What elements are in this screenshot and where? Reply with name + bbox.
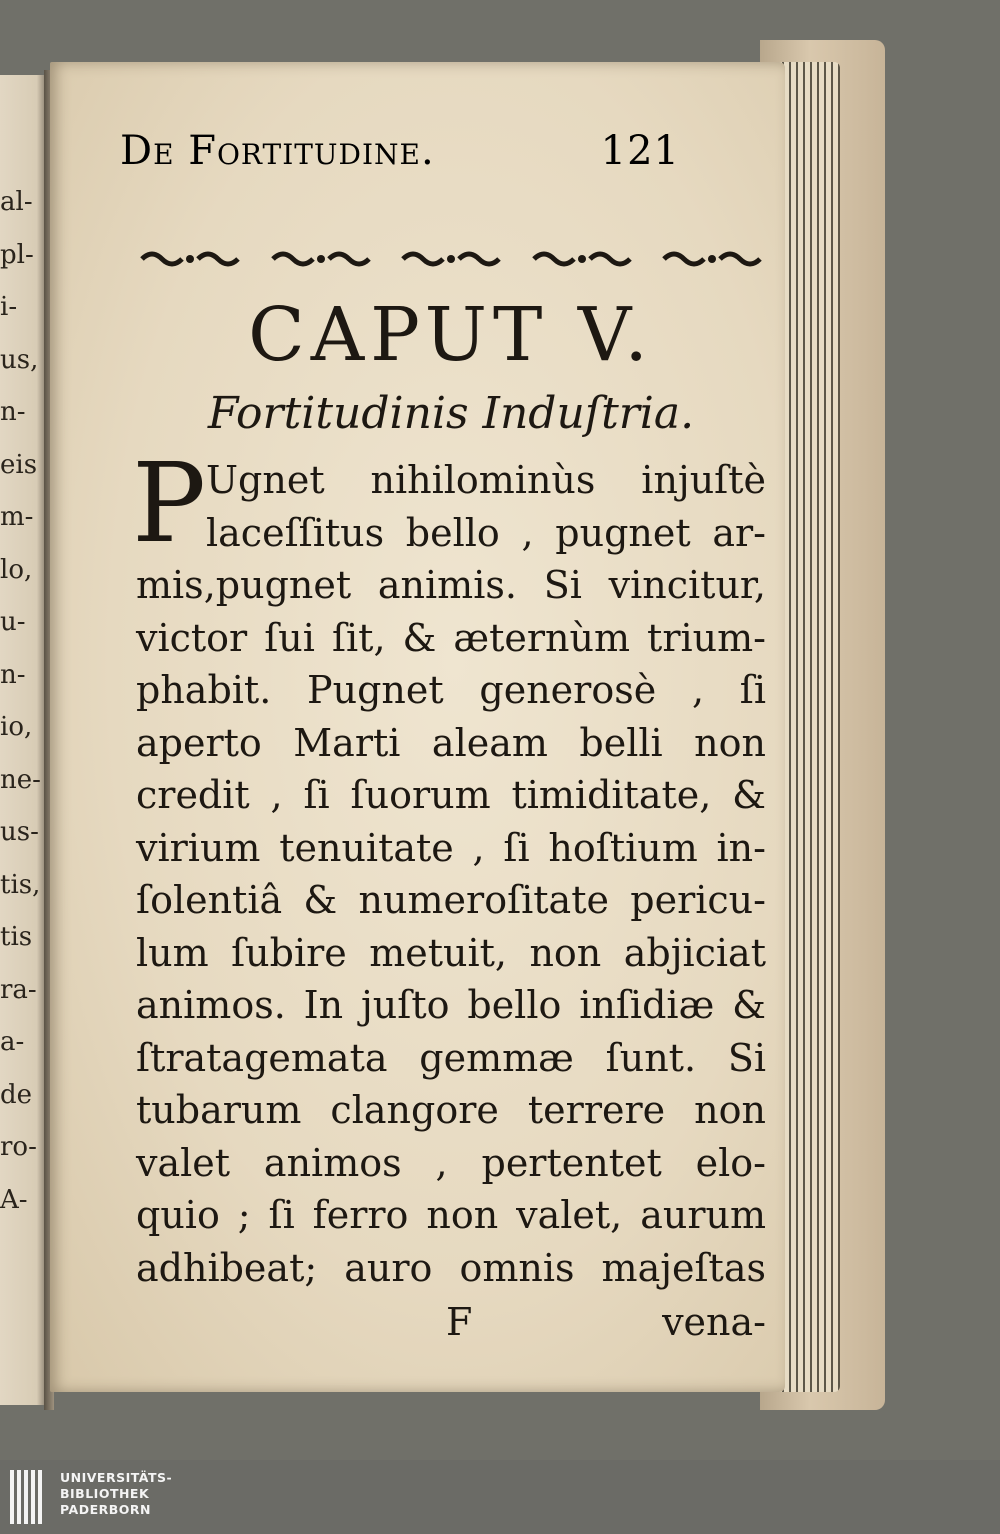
library-name-line: PADERBORN — [60, 1502, 151, 1517]
book-page — [50, 62, 785, 1392]
text-line: credit , ſi ſuorum timiditate, & — [136, 773, 766, 817]
left-page-edge — [0, 75, 46, 1405]
left-page-fragment: n- — [0, 397, 26, 427]
text-line: valet animos , pertentet elo- — [136, 1140, 766, 1185]
text-line: ſolentiâ & numeroſitate pericu- — [136, 878, 766, 922]
signature-line — [136, 1296, 766, 1348]
library-name-line: BIBLIOTHEK — [60, 1486, 150, 1501]
text-line: adhibeat; auro omnis majeſtas — [136, 1245, 766, 1290]
text-line: lum ſubire metuit, non abjiciat — [136, 930, 766, 975]
running-head — [120, 128, 680, 188]
left-page-fragment: tis, — [0, 869, 41, 900]
left-page-fragment: lo, — [0, 554, 33, 585]
body-text — [132, 439, 766, 1294]
text-line: virium tenuitate , ſi hoſtium in- — [136, 825, 766, 870]
left-page-fragment: al- — [0, 187, 33, 217]
left-page-fragment: i- — [0, 292, 18, 322]
left-page-fragment: A- — [0, 1184, 28, 1215]
drop-cap: P — [132, 439, 207, 567]
text-line: mis,pugnet animis. Si vincitur, — [136, 563, 766, 607]
library-name — [60, 1470, 172, 1518]
text-line: quio ; ſi ferro non valet, aurum — [136, 1193, 766, 1237]
left-page-fragment: pl- — [0, 239, 34, 270]
left-page-fragment: m- — [0, 502, 34, 532]
text-line: ſtratagemata gemmæ ſunt. Si — [136, 1035, 766, 1080]
ornament-icon — [267, 247, 375, 271]
left-page-fragment: ra- — [0, 974, 37, 1005]
text-line: aperto Marti aleam belli non — [136, 720, 766, 765]
signature-mark: F — [446, 1300, 473, 1344]
ornament-row — [136, 244, 766, 274]
ornament-icon — [658, 247, 766, 271]
text-line: phabit. Pugnet generosè , ſi — [136, 668, 766, 712]
library-name-line: UNIVERSITÄTS- — [60, 1470, 173, 1485]
text-line: tubarum clangore terrere non — [136, 1088, 766, 1132]
left-page-fragment: ne- — [0, 764, 41, 795]
ornament-icon — [136, 247, 244, 271]
library-logo-icon — [8, 1466, 52, 1528]
text-line: victor ſui ſit, & æternùm trium- — [136, 615, 766, 660]
left-page-fragment: io, — [0, 712, 33, 742]
left-page-fragment: de — [0, 1079, 33, 1110]
left-page-fragment: n- — [0, 659, 26, 690]
chapter-subtitle: Fortitudinis Induſtria. — [207, 388, 695, 439]
left-page-fragment: ro- — [0, 1132, 37, 1162]
left-page-fragment: us- — [0, 817, 39, 847]
page-number: 121 — [600, 128, 680, 174]
chapter-title: CAPUT V. — [248, 292, 654, 378]
text-line-content: Ugnet nihilominùs injuſtè — [206, 458, 766, 502]
left-page-fragment: tis — [0, 922, 33, 952]
left-page-fragment: eis — [0, 449, 38, 480]
left-page-fragment: a- — [0, 1027, 25, 1057]
text-line: animos. In juſto bello inſidiæ & — [136, 983, 766, 1027]
left-page-fragment: u- — [0, 607, 26, 637]
catchword: vena- — [662, 1300, 766, 1344]
running-head-title: De Fortitudine. — [120, 128, 435, 174]
left-page-fragment: us, — [0, 344, 39, 375]
text-line: laceſſitus bello , pugnet ar- — [206, 510, 766, 555]
ornament-icon — [528, 247, 636, 271]
ornament-icon — [397, 247, 505, 271]
